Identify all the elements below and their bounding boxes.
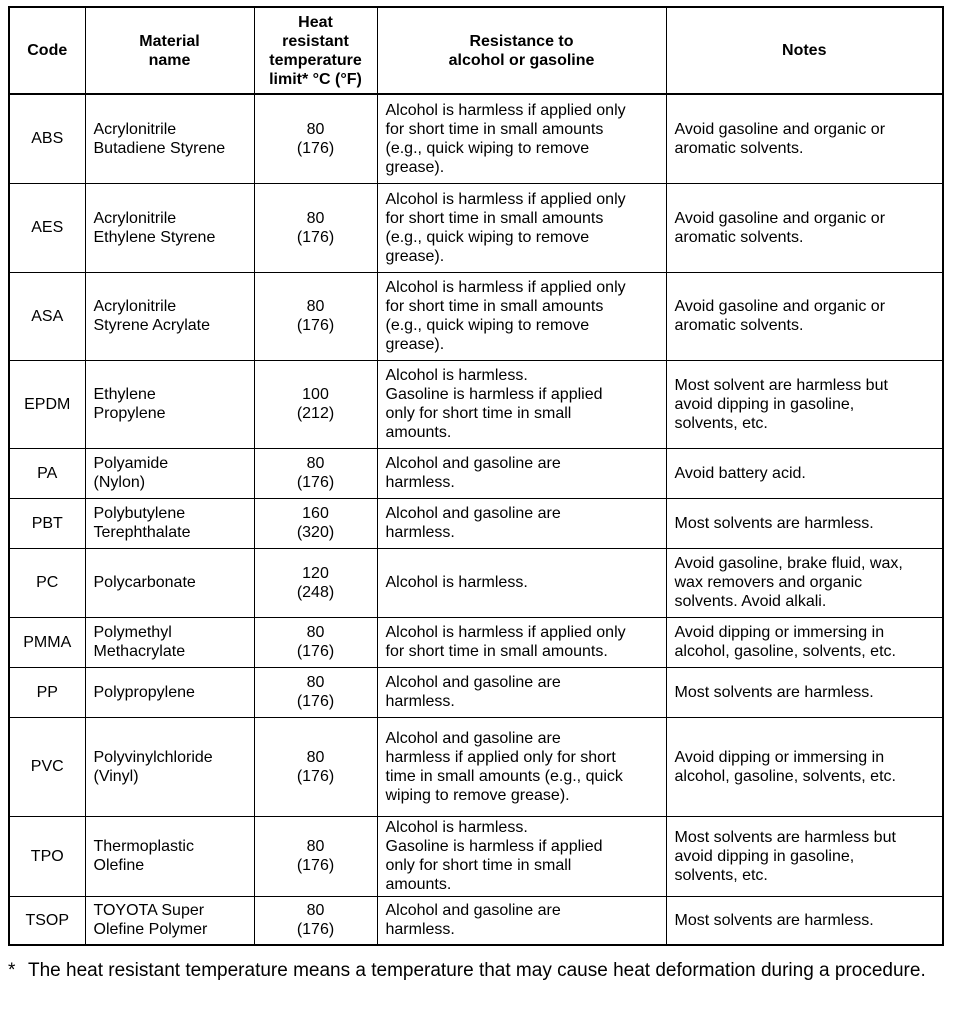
text-line: (212)	[296, 405, 335, 422]
text-line: Resistance to	[469, 32, 574, 50]
cell-resistance	[377, 717, 666, 816]
text-line: Polyvinylchloride	[93, 748, 213, 766]
text-line: name	[148, 51, 191, 69]
cell-material-name	[85, 183, 254, 272]
text-line: Polymethyl	[93, 624, 172, 641]
text-line: Avoid dipping or immersing in	[674, 748, 885, 766]
cell-resistance	[377, 272, 666, 360]
header-notes	[666, 7, 943, 94]
cell-code: PC	[9, 548, 85, 617]
text-line: Acrylonitrile	[93, 120, 177, 138]
cell-material-name	[85, 272, 254, 360]
text-line: Styrene Acrylate	[93, 317, 210, 334]
text-line: Gasoline is harmless if applied	[385, 838, 603, 855]
table-row	[9, 896, 943, 945]
text-line: Alcohol and gasoline are	[385, 455, 561, 472]
cell-notes	[666, 498, 943, 548]
cell-notes	[666, 548, 943, 617]
text-line: grease).	[385, 158, 445, 176]
text-line: alcohol, gasoline, solvents, etc.	[674, 643, 896, 660]
text-line: Alcohol and gasoline are	[385, 902, 561, 920]
cell-material-name	[85, 360, 254, 448]
text-line: avoid dipping in gasoline,	[674, 395, 855, 413]
text-line: temperature	[269, 51, 362, 69]
cell-material-name	[85, 617, 254, 667]
cell-code: ABS	[9, 94, 85, 183]
text-line: solvents, etc.	[674, 414, 768, 432]
text-line: limit* °C (°F)	[269, 70, 362, 88]
text-line: for short time in small amounts	[385, 209, 604, 227]
text-line: Thermoplastic	[93, 838, 194, 855]
plastics-table	[8, 6, 944, 946]
text-line: (248)	[296, 583, 335, 601]
header-material-name	[85, 7, 254, 94]
text-line: 160	[302, 505, 329, 522]
text-line: Most solvent are harmless but	[674, 376, 888, 394]
text-line: for short time in small amounts	[385, 120, 604, 138]
header-code	[9, 7, 85, 94]
cell-resistance	[377, 896, 666, 945]
text-line: time in small amounts (e.g., quick	[385, 767, 623, 785]
text-line: aromatic solvents.	[674, 317, 804, 334]
text-line: Methacrylate	[93, 643, 186, 660]
table-row	[9, 717, 943, 816]
cell-material-name	[85, 717, 254, 816]
cell-code: AES	[9, 183, 85, 272]
text-line: solvents, etc.	[674, 866, 768, 884]
text-line: only for short time in small	[385, 405, 572, 422]
text-line: grease).	[385, 247, 445, 265]
text-line: harmless.	[385, 693, 455, 710]
text-line: (176)	[296, 767, 335, 785]
text-line: (176)	[296, 228, 335, 246]
text-line: Polycarbonate	[93, 574, 196, 591]
text-line: Alcohol is harmless if applied only	[385, 624, 626, 641]
text-line: wax removers and organic	[674, 574, 863, 591]
table-row	[9, 816, 943, 896]
text-line: Butadiene Styrene	[93, 139, 226, 157]
text-line: (176)	[296, 474, 335, 491]
text-line: Alcohol and gasoline are	[385, 729, 561, 747]
text-line: alcohol, gasoline, solvents, etc.	[674, 767, 896, 785]
text-line: aromatic solvents.	[674, 139, 804, 157]
cell-heat-limit	[254, 667, 377, 717]
table-row	[9, 94, 943, 183]
text-line: Polybutylene	[93, 505, 186, 522]
cell-heat-limit	[254, 896, 377, 945]
text-line: harmless.	[385, 921, 455, 939]
text-line: Alcohol is harmless if applied only	[385, 101, 626, 119]
text-line: Most solvents are harmless.	[674, 911, 874, 929]
text-line: amounts.	[385, 876, 452, 893]
cell-resistance	[377, 183, 666, 272]
header-row	[9, 7, 943, 94]
text-line: Code	[27, 42, 68, 59]
text-line: harmless if applied only for short	[385, 748, 616, 766]
cell-heat-limit	[254, 360, 377, 448]
cell-material-name	[85, 498, 254, 548]
text-line: Alcohol is harmless.	[385, 819, 528, 836]
text-line: Olefine	[93, 857, 145, 874]
cell-material-name	[85, 94, 254, 183]
cell-code: PBT	[9, 498, 85, 548]
cell-code: ASA	[9, 272, 85, 360]
text-line: Alcohol is harmless.	[385, 367, 528, 384]
text-line: Avoid gasoline and organic or	[674, 120, 886, 138]
cell-code: EPDM	[9, 360, 85, 448]
cell-heat-limit	[254, 548, 377, 617]
text-line: (176)	[296, 857, 335, 874]
cell-notes	[666, 896, 943, 945]
cell-notes	[666, 717, 943, 816]
text-line: (176)	[296, 317, 335, 334]
text-line: Olefine Polymer	[93, 921, 208, 939]
table-row	[9, 448, 943, 498]
text-line: Alcohol is harmless if applied only	[385, 190, 626, 208]
cell-code: TPO	[9, 816, 85, 896]
text-line: (e.g., quick wiping to remove	[385, 228, 590, 246]
text-line: Heat	[298, 13, 333, 31]
table-row	[9, 183, 943, 272]
table-row	[9, 667, 943, 717]
cell-code: PP	[9, 667, 85, 717]
text-line: for short time in small amounts.	[385, 643, 608, 660]
text-line: 80	[306, 209, 325, 227]
text-line: (176)	[296, 921, 335, 939]
cell-code: PVC	[9, 717, 85, 816]
text-line: 80	[306, 748, 325, 766]
text-line: Propylene	[93, 405, 166, 422]
cell-resistance	[377, 667, 666, 717]
table-body	[9, 94, 943, 945]
footnote	[8, 958, 952, 983]
cell-code: PA	[9, 448, 85, 498]
text-line: Material	[139, 32, 200, 50]
cell-resistance	[377, 94, 666, 183]
text-line: Acrylonitrile	[93, 209, 177, 227]
cell-material-name	[85, 816, 254, 896]
text-line: Avoid gasoline, brake fluid, wax,	[674, 555, 903, 572]
text-line: Polypropylene	[93, 683, 195, 701]
cell-code: TSOP	[9, 896, 85, 945]
cell-notes	[666, 360, 943, 448]
cell-material-name	[85, 896, 254, 945]
cell-heat-limit	[254, 272, 377, 360]
text-line: amounts.	[385, 424, 452, 441]
text-line: Alcohol and gasoline are	[385, 505, 561, 522]
cell-heat-limit	[254, 183, 377, 272]
cell-notes	[666, 667, 943, 717]
cell-heat-limit	[254, 617, 377, 667]
cell-notes	[666, 272, 943, 360]
cell-notes	[666, 94, 943, 183]
text-line: 80	[306, 838, 325, 855]
text-line: Most solvents are harmless but	[674, 828, 896, 846]
cell-notes	[666, 617, 943, 667]
text-line: 80	[306, 298, 325, 315]
cell-material-name	[85, 667, 254, 717]
text-line: TOYOTA Super	[93, 902, 205, 920]
cell-notes	[666, 816, 943, 896]
text-line: for short time in small amounts	[385, 298, 604, 315]
header-resistance	[377, 7, 666, 94]
text-line: Polyamide	[93, 455, 169, 472]
text-line: 120	[302, 564, 329, 582]
cell-resistance	[377, 448, 666, 498]
text-line: 80	[306, 624, 325, 641]
cell-resistance	[377, 498, 666, 548]
text-line: Notes	[782, 42, 827, 59]
cell-resistance	[377, 617, 666, 667]
text-line: Avoid gasoline and organic or	[674, 209, 886, 227]
text-line: 80	[306, 674, 325, 691]
text-line: Avoid battery acid.	[674, 464, 806, 482]
text-line: harmless.	[385, 474, 455, 491]
text-line: (Vinyl)	[93, 767, 139, 785]
text-line: (176)	[296, 693, 335, 710]
cell-resistance	[377, 816, 666, 896]
text-line: (e.g., quick wiping to remove	[385, 317, 590, 334]
cell-heat-limit	[254, 94, 377, 183]
cell-resistance	[377, 548, 666, 617]
text-line: 80	[306, 902, 325, 920]
footnote-text: The heat resistant temperature means a temperature that may cause heat deformation during a procedure.	[28, 960, 926, 981]
text-line: (Nylon)	[93, 474, 146, 491]
table-row	[9, 548, 943, 617]
text-line: only for short time in small	[385, 857, 572, 874]
text-line: solvents. Avoid alkali.	[674, 593, 827, 610]
footnote-mark: *	[8, 960, 16, 981]
text-line: Alcohol is harmless.	[385, 574, 528, 591]
text-line: Avoid gasoline and organic or	[674, 298, 886, 315]
text-line: Ethylene	[93, 386, 156, 403]
text-line: resistant	[282, 32, 349, 50]
text-line: (320)	[296, 524, 335, 541]
table-row	[9, 498, 943, 548]
cell-heat-limit	[254, 816, 377, 896]
table-row	[9, 272, 943, 360]
cell-resistance	[377, 360, 666, 448]
text-line: Most solvents are harmless.	[674, 514, 874, 532]
table-row	[9, 617, 943, 667]
text-line: 80	[306, 455, 325, 472]
text-line: Ethylene Styrene	[93, 228, 216, 246]
cell-material-name	[85, 448, 254, 498]
cell-heat-limit	[254, 717, 377, 816]
text-line: alcohol or gasoline	[448, 51, 595, 69]
text-line: grease).	[385, 336, 445, 353]
text-line: 80	[306, 120, 325, 138]
text-line: 100	[302, 386, 329, 403]
cell-heat-limit	[254, 448, 377, 498]
cell-heat-limit	[254, 498, 377, 548]
cell-code: PMMA	[9, 617, 85, 667]
text-line: Acrylonitrile	[93, 298, 177, 315]
text-line: wiping to remove grease).	[385, 786, 570, 804]
header-heat-limit	[254, 7, 377, 94]
table-row	[9, 360, 943, 448]
text-line: aromatic solvents.	[674, 228, 804, 246]
text-line: Gasoline is harmless if applied	[385, 386, 603, 403]
cell-material-name	[85, 548, 254, 617]
text-line: Terephthalate	[93, 524, 191, 541]
text-line: (176)	[296, 643, 335, 660]
cell-notes	[666, 448, 943, 498]
text-line: (e.g., quick wiping to remove	[385, 139, 590, 157]
text-line: Alcohol is harmless if applied only	[385, 279, 626, 296]
text-line: Alcohol and gasoline are	[385, 674, 561, 691]
cell-notes	[666, 183, 943, 272]
text-line: (176)	[296, 139, 335, 157]
text-line: avoid dipping in gasoline,	[674, 847, 855, 865]
text-line: harmless.	[385, 524, 455, 541]
text-line: Most solvents are harmless.	[674, 683, 874, 701]
text-line: Avoid dipping or immersing in	[674, 624, 885, 641]
